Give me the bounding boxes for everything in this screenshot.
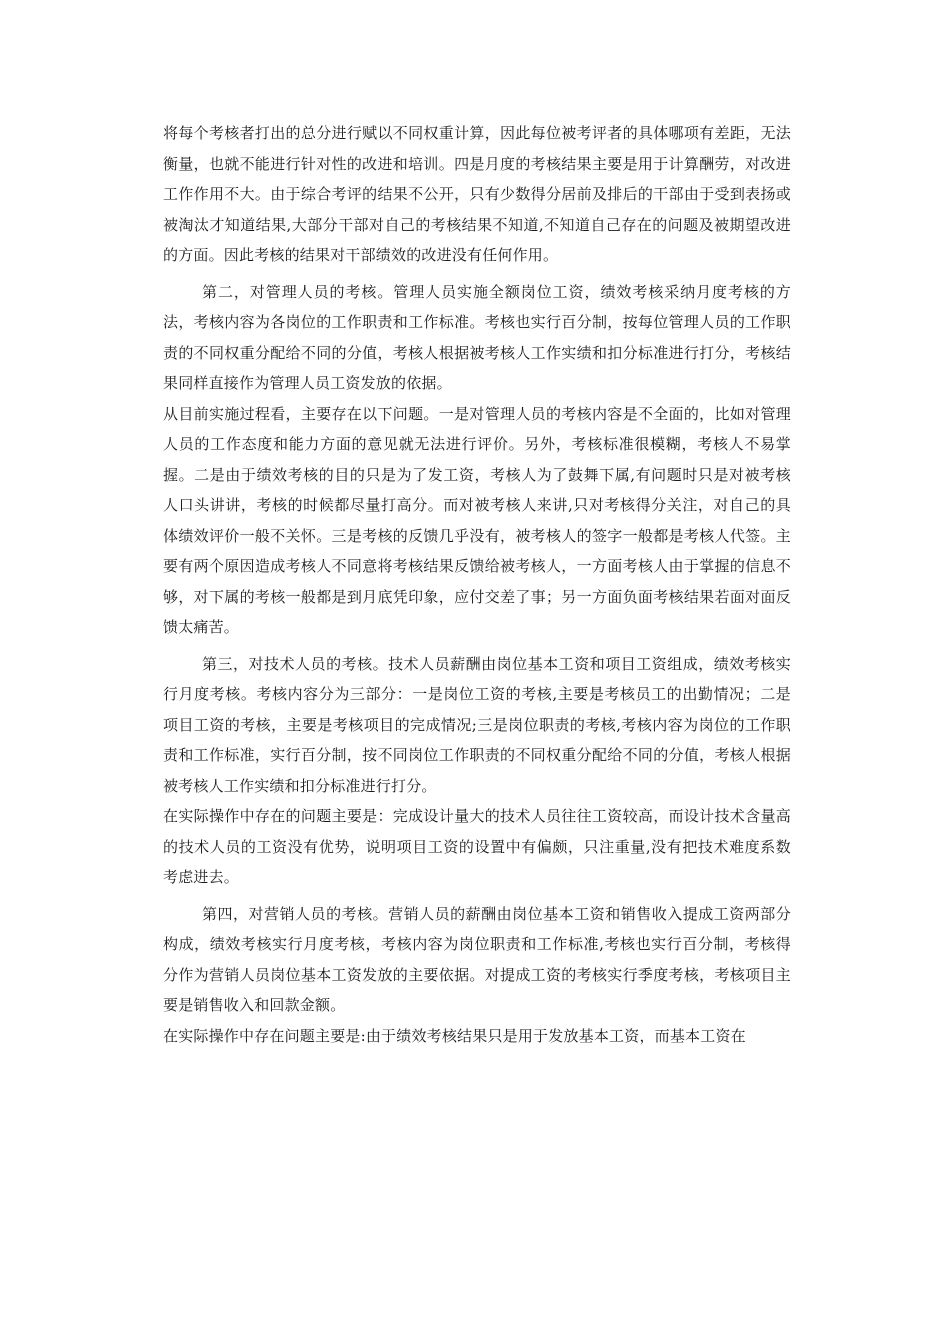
paragraph-management-problems: 从目前实施过程看，主要存在以下问题。一是对管理人员的考核内容是不全面的，比如对管理人员的工作态度和能力方面的意见就无法进行评价。另外，考核标准很模糊，考核人不易掌握。二是由于绩效考核的目的只是为了发工资，考核人为了鼓舞下属,有问题时只是对被考核人口头讲讲，考核的时候都尽量打高分。而对被考核人来讲,只对考核得分关注，对自己的具体绩效评价一般不关怀。三是考核的反馈几乎没有，被考核人的签字一般都是考核人代签。主要有两个原因造成考核人不同意将考核结果反馈给被考核人，一方面考核人由于掌握的信息不够，对下属的考核一般都是到月底凭印象，应付交差了事；另一方面负面考核结果若面对面反馈太痛苦。 [163,404,791,636]
paragraph-evaluation-issues-continued: 将每个考核者打出的总分进行赋以不同权重计算，因此每位被考评者的具体哪项有差距，无法衡量，也就不能进行针对性的改进和培训。四是月度的考核结果主要是用于计算酬劳，对改进工作作用不大。由于综合考评的结果不公开，只有少数得分居前及排后的干部由于受到表扬或被淘汰才知道结果,大部分干部对自己的考核结果不知道,不知道自己存在的问题及被期望改进的方面。因此考核的结果对干部绩效的改进没有任何作用。 [163,124,791,264]
paragraph-technical-staff-assessment: 第三，对技术人员的考核。技术人员薪酬由岗位基本工资和项目工资组成，绩效考核实行月度考核。考核内容分为三部分：一是岗位工资的考核,主要是考核员工的出勤情况；二是项目工资的考核，主要是考核项目的完成情况;三是岗位职责的考核,考核内容为岗位的工作职责和工作标准，实行百分制，按不同岗位工作职责的不同权重分配给不同的分值，考核人根据被考核人工作实绩和扣分标准进行打分。 [163,654,791,795]
document-page [163,118,791,1051]
paragraph-sales-staff-assessment: 第四，对营销人员的考核。营销人员的薪酬由岗位基本工资和销售收入提成工资两部分构成，绩效考核实行月度考核，考核内容为岗位职责和工作标准,考核也实行百分制，考核得分作为营销人员岗位基本工资发放的主要依据。对提成工资的考核实行季度考核，考核项目主要是销售收入和回款金额。 [163,904,791,1014]
paragraph-technical-problems: 在实际操作中存在的问题主要是：完成设计量大的技术人员往往工资较高，而设计技术含量高的技术人员的工资没有优势，说明项目工资的设置中有偏颇，只注重量,没有把技术难度系数考虑进去。 [163,807,791,886]
paragraph-management-staff-assessment: 第二，对管理人员的考核。管理人员实施全额岗位工资，绩效考核采纳月度考核的方法，考核内容为各岗位的工作职责和工作标准。考核也实行百分制，按每位管理人员的工作职责的不同权重分配给不同的分值，考核人根据被考核人工作实绩和扣分标准进行打分，考核结果同样直接作为管理人员工资发放的依据。 [163,282,791,392]
paragraph-sales-problems: 在实际操作中存在问题主要是:由于绩效考核结果只是用于发放基本工资，而基本工资在 [163,1026,746,1045]
